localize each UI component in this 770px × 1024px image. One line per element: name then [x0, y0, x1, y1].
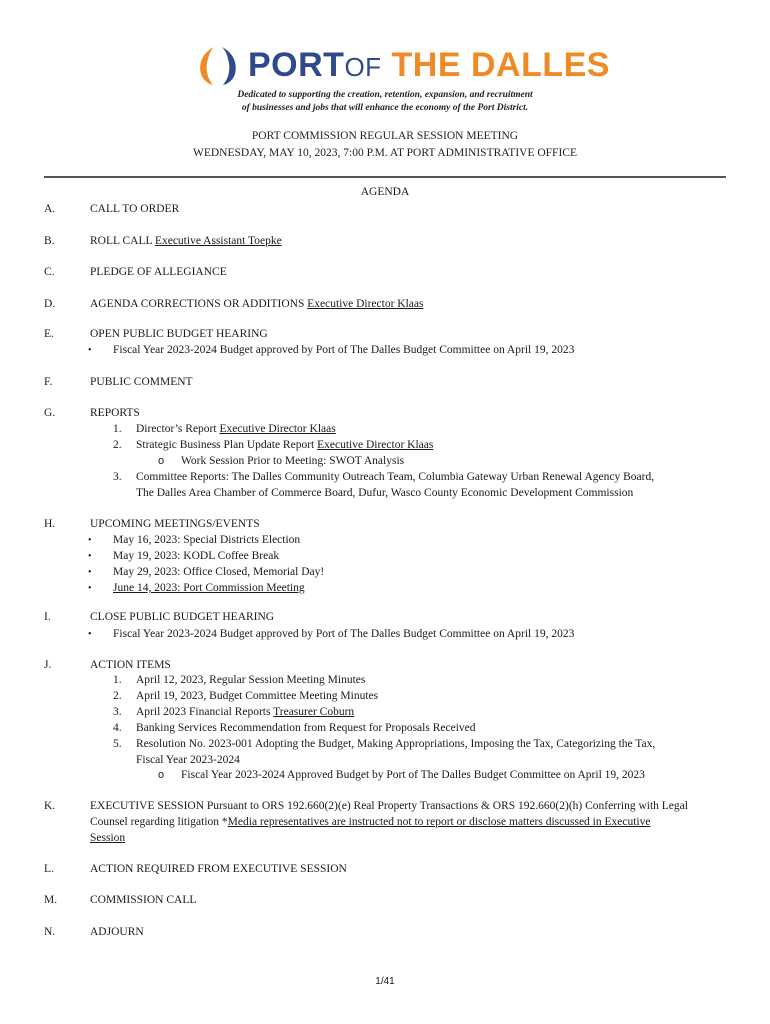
item-letter: G. — [44, 407, 56, 419]
item-text: ACTION ITEMS — [90, 659, 171, 671]
presenter-link[interactable]: Treasurer Coburn — [273, 706, 355, 718]
header-divider — [44, 176, 726, 178]
report-text — [136, 422, 336, 438]
list-number: 2. — [113, 690, 122, 702]
item-text: ROLL CALL — [90, 235, 153, 247]
report-text-line-1: Committee Reports: The Dalles Community Outreach Team, Columbia Gateway Urban Renewal Agency Board, — [136, 471, 655, 483]
action-label: April 2023 Financial Reports — [136, 706, 271, 718]
item-text: AGENDA CORRECTIONS OR ADDITIONS — [90, 298, 305, 310]
item-text: OPEN PUBLIC BUDGET HEARING — [90, 328, 268, 340]
item-text: CLOSE PUBLIC BUDGET HEARING — [90, 611, 275, 623]
event-text: May 16, 2023: Special Districts Election — [113, 534, 301, 546]
action-text: April 12, 2023, Regular Session Meeting Minutes — [136, 674, 366, 686]
bullet-text: Fiscal Year 2023-2024 Budget approved by Port of The Dalles Budget Committee on April 19, 2023 — [113, 628, 575, 640]
list-number: 5. — [113, 738, 122, 750]
action-text: Banking Services Recommendation from Request for Proposals Received — [136, 722, 476, 734]
item-text: PUBLIC COMMENT — [90, 376, 193, 388]
item-text-plain: Counsel regarding litigation * — [90, 816, 228, 828]
presenter-link[interactable]: Executive Director Klaas — [307, 298, 424, 310]
report-label: Director’s Report — [136, 423, 217, 435]
action-text: April 19, 2023, Budget Committee Meeting Minutes — [136, 690, 379, 702]
item-text-line-2 — [90, 815, 730, 831]
port-logo — [196, 44, 610, 88]
tagline-line-2: of businesses and jobs that will enhance the economy of the Port District. — [241, 103, 529, 113]
meeting-title: PORT COMMISSION REGULAR SESSION MEETING — [251, 130, 519, 142]
bullet-dot: • — [88, 583, 92, 594]
list-number: 3. — [113, 706, 122, 718]
bullet-dot: • — [88, 567, 92, 578]
bullet-dot: • — [88, 551, 92, 562]
media-notice-link-cont[interactable]: Session — [90, 832, 126, 844]
media-notice-link[interactable]: Media representatives are instructed not to report or disclose matters discussed in Executive — [227, 816, 651, 828]
item-letter: I. — [44, 611, 51, 623]
action-text-line-1: Resolution No. 2023-001 Adopting the Budget, Making Appropriations, Imposing the Tax, Categorizing the Tax, — [136, 738, 656, 750]
item-text: CALL TO ORDER — [90, 203, 180, 215]
report-text — [136, 438, 433, 454]
item-letter: E. — [44, 328, 54, 340]
meeting-datetime: WEDNESDAY, MAY 10, 2023, 7:00 P.M. AT PORT ADMINISTRATIVE OFFICE — [193, 147, 577, 159]
action-text — [136, 705, 354, 721]
item-text: COMMISSION CALL — [90, 894, 197, 906]
bullet-dot: • — [88, 345, 92, 356]
presenter-link[interactable]: Executive Assistant Toepke — [154, 235, 282, 247]
bullet-text: Fiscal Year 2023-2024 Budget approved by Port of The Dalles Budget Committee on April 19, 2023 — [113, 344, 575, 356]
list-number: 1. — [113, 674, 122, 686]
item-text: REPORTS — [90, 407, 140, 419]
item-text: UPCOMING MEETINGS/EVENTS — [90, 518, 260, 530]
logo-word-dalles: THE DALLES — [391, 46, 610, 84]
list-number: 3. — [113, 471, 122, 483]
bullet-dot: • — [88, 629, 92, 640]
sub-bullet-text: Work Session Prior to Meeting: SWOT Analysis — [181, 455, 405, 467]
list-number: 2. — [113, 439, 122, 451]
item-text: ACTION REQUIRED FROM EXECUTIVE SESSION — [90, 863, 347, 875]
item-content — [90, 234, 730, 250]
item-content — [90, 297, 730, 313]
item-letter: N. — [44, 926, 56, 938]
report-label: Strategic Business Plan Update Report — [136, 439, 315, 451]
bullet-dot: • — [88, 535, 92, 546]
item-letter: B. — [44, 235, 55, 247]
tagline-line-1: Dedicated to supporting the creation, retention, expansion, and recruitment — [237, 90, 533, 100]
logo-word-port: PORT — [248, 46, 345, 84]
item-letter: A. — [44, 203, 56, 215]
item-text-line-1: EXECUTIVE SESSION Pursuant to ORS 192.660(2)(e) Real Property Transactions & ORS 192.660(2)(h) Conferring with Legal — [90, 800, 688, 812]
port-logo-icon — [196, 44, 240, 88]
list-number: 4. — [113, 722, 122, 734]
item-letter: K. — [44, 800, 56, 812]
page-number: 1/41 — [375, 976, 395, 987]
action-text-line-2: Fiscal Year 2023-2024 — [136, 754, 240, 766]
list-number: 1. — [113, 423, 122, 435]
item-text: ADJOURN — [90, 926, 144, 938]
item-text: PLEDGE OF ALLEGIANCE — [90, 266, 227, 278]
item-letter: C. — [44, 266, 55, 278]
sub-bullet-marker: o — [158, 769, 165, 781]
logo-wordmark — [248, 43, 610, 89]
event-link[interactable]: June 14, 2023: Port Commission Meeting — [113, 582, 305, 594]
report-text-line-2: The Dalles Area Chamber of Commerce Board, Dufur, Wasco County Economic Development Commission — [136, 487, 634, 499]
item-letter: F. — [44, 376, 53, 388]
item-letter: M. — [44, 894, 58, 906]
agenda-title: AGENDA — [360, 186, 410, 198]
presenter-link[interactable]: Executive Director Klaas — [317, 439, 434, 451]
item-letter: H. — [44, 518, 56, 530]
logo-word-of: OF — [344, 52, 382, 82]
sub-bullet-text: Fiscal Year 2023-2024 Approved Budget by Port of The Dalles Budget Committee on April 19, 2023 — [181, 769, 645, 781]
item-letter: L. — [44, 863, 54, 875]
presenter-link[interactable]: Executive Director Klaas — [219, 423, 336, 435]
item-letter: D. — [44, 298, 56, 310]
sub-bullet-marker: o — [158, 455, 165, 467]
event-text: May 29, 2023: Office Closed, Memorial Day! — [113, 566, 325, 578]
item-letter: J. — [44, 659, 52, 671]
event-text: May 19, 2023: KODL Coffee Break — [113, 550, 280, 562]
